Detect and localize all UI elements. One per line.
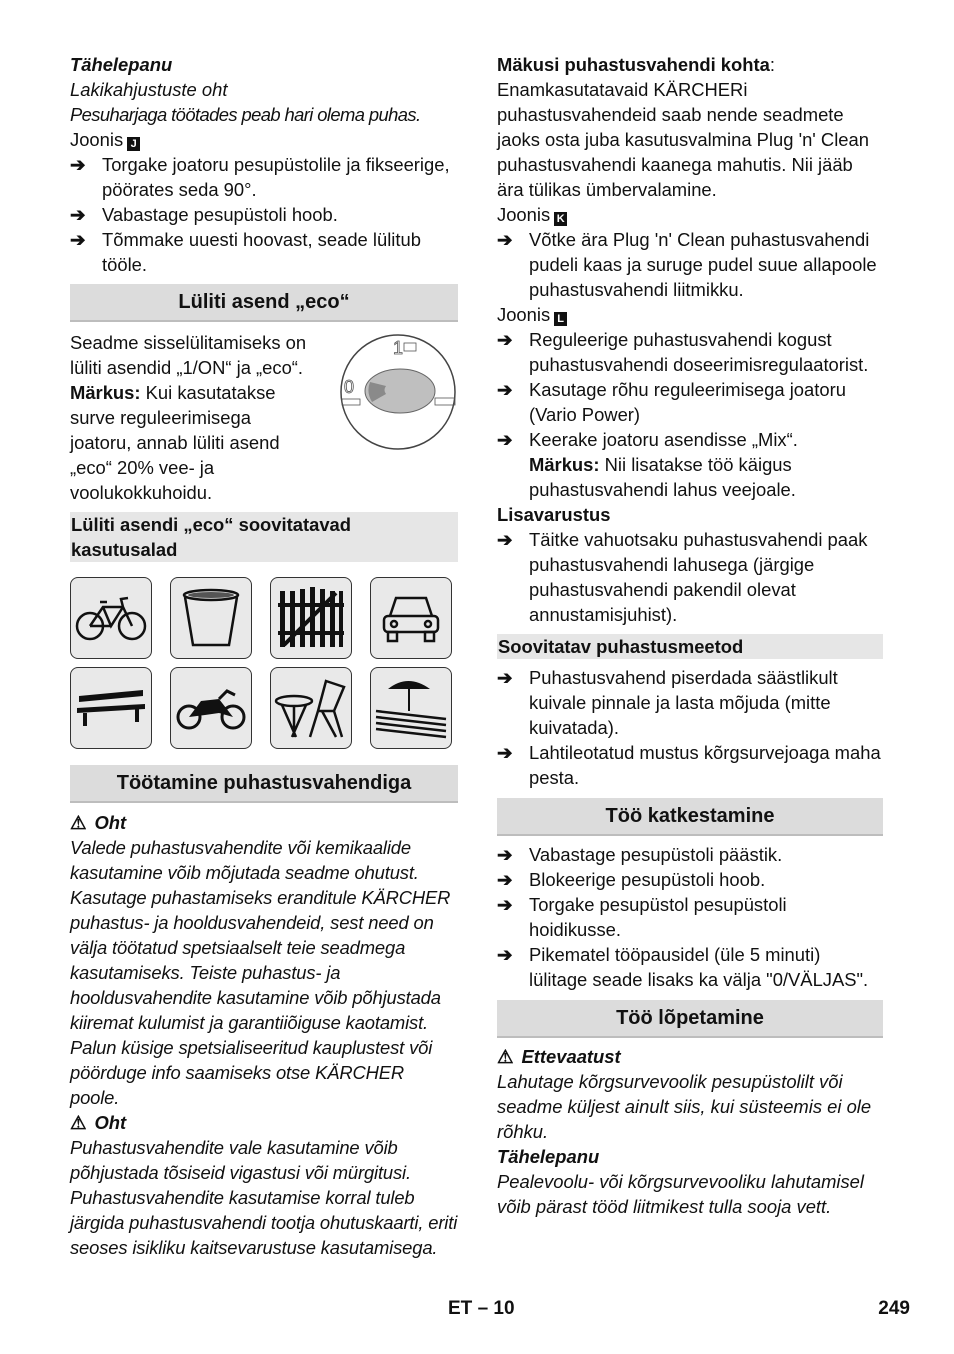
step: ➔ Vabastage pesupüstoli hoob.	[70, 204, 338, 225]
notice-subtitle: Lakikahjustuste oht	[70, 79, 228, 100]
switch-dial-icon	[338, 332, 458, 452]
step: ➔ Keerake joatoru asendisse „Mix“. Märkus: Nii lisatakse töö käigus puhastusvahendi lahus veejoale.	[497, 429, 798, 500]
step: ➔ Torgake joatoru pesupüstolile ja fikseerige, pöörates seda 90°.	[70, 154, 450, 200]
footer-page-number: 249	[878, 1298, 910, 1319]
motorcycle-icon	[170, 667, 252, 749]
steps-j	[70, 152, 458, 277]
car-icon	[370, 577, 452, 659]
arrow-right-icon: ➔	[497, 667, 513, 688]
danger-label: Oht	[94, 812, 127, 833]
arrow-right-icon: ➔	[497, 429, 513, 450]
notice-title: Tähelepanu	[70, 54, 173, 75]
step: ➔ Võtke ära Plug 'n' Clean puhastusvahendi pudeli kaas ja suruge pudel suue allapoole puhastusvahendi liitmikku.	[497, 229, 877, 300]
step: ➔ Vabastage pesupüstoli päästik.	[497, 844, 783, 865]
arrow-right-icon: ➔	[70, 229, 86, 250]
danger-block-1	[70, 810, 458, 1110]
eco-text: Seadme sisselülitamiseks on lüliti asendid „1/ON“ ja „eco“.	[70, 332, 307, 378]
terrace-icon	[370, 667, 452, 749]
warning-triangle-icon: ⚠	[497, 1046, 514, 1067]
figure-ref-l: Joonis L	[497, 302, 883, 327]
footer-section-label: ET – 10	[448, 1298, 515, 1319]
warning-triangle-icon: ⚠	[70, 1112, 87, 1133]
step: ➔ Reguleerige puhastusvahendi kogust puhastusvahendi doseerimisregulaatorist.	[497, 329, 869, 375]
danger-label: Oht	[94, 1112, 127, 1133]
arrow-right-icon: ➔	[70, 154, 86, 175]
arrow-right-icon: ➔	[497, 379, 513, 400]
caution-text: Lahutage kõrgsurvevoolik pesupüstolilt või seadme küljest ainult siis, kui süsteemis ei ole rõhku.	[497, 1071, 872, 1142]
danger-block-2	[70, 1110, 458, 1260]
fence-icon	[270, 577, 352, 659]
arrow-right-icon: ➔	[497, 869, 513, 890]
eco-section	[70, 330, 458, 505]
tip-paragraph: Mäkusi puhastusvahendi kohta: Enamkasutatavaid KÄRCHERi puhastusvahendeid saab nende seadmete jaoks osta juba kasutusvalmina Plug 'n' Clean puhastusvahendi kaanega mahutis. Nii jääb ära tülikas ümbervalamine.	[497, 54, 869, 200]
step: ➔ Kasutage rõhu reguleerimisega joatoru (Vario Power)	[497, 379, 846, 425]
section-heading-eco: Lüliti asend „eco“	[70, 284, 458, 322]
step: ➔ Pikematel tööpausidel (üle 5 minuti) lülitage seade lisaks ka välja "0/VÄLJAS".	[497, 944, 869, 990]
section-heading-interrupt: Töö katkestamine	[497, 798, 883, 836]
caution-label: Ettevaatust	[521, 1046, 621, 1067]
warning-triangle-icon: ⚠	[70, 812, 87, 833]
bench-icon	[70, 667, 152, 749]
svg-text:0: 0	[344, 377, 355, 397]
left-column	[70, 52, 458, 1260]
figure-letter-l: L	[554, 312, 567, 326]
figure-letter-k: K	[554, 212, 567, 226]
step: ➔ Täitke vahuotsaku puhastusvahendi paak puhastusvahendi lahusega (järgige puhastusvahendi pakendil olevat annustamisjuhist).	[497, 529, 868, 625]
danger-text: Valede puhastusvahendite või kemikaalide kasutamine võib mõjutada seadme ohutust. Kasutage puhastamiseks eranditule KÄRCHER puhastus- ja hooldusvahendeid, sest need on välja töötatud spetsiaalselt teie seadmega kasutamiseks. Teiste puhastus- ja hooldusvahendite kasutamine võib põhjustada kiiremat kulumist ja garantiiõiguse kaotamist. Palun küsige spetsialiseeritud kauplustest või pöörduge info saamiseks otse KÄRCHER poole.	[70, 837, 451, 1108]
step: ➔ Blokeerige pesupüstoli hoob.	[497, 869, 766, 890]
notice2-text: Pealevoolu- või kõrgsurvevooliku lahutamisel võib pärast tööd liitmikest tulla sooja vett.	[497, 1171, 864, 1217]
section-heading-method: Soovitatav puhastusmeetod	[497, 634, 883, 659]
step: ➔ Puhastusvahend piserdada säästlikult kuivale pinnale ja lasta mõjuda (mitte kuivatada).	[497, 667, 838, 738]
section-heading-finish: Töö lõpetamine	[497, 1000, 883, 1038]
arrow-right-icon: ➔	[497, 844, 513, 865]
arrow-right-icon: ➔	[497, 894, 513, 915]
figure-ref-k: Joonis K	[497, 202, 883, 227]
arrow-right-icon: ➔	[497, 229, 513, 250]
accessory-heading: Lisavarustus	[497, 504, 611, 525]
garden-furniture-icon	[270, 667, 352, 749]
arrow-right-icon: ➔	[70, 204, 86, 225]
eco-note: Märkus: Kui kasutatakse surve reguleerimisega joatoru, annab lüliti asend „eco“ 20% vee- ja voolukokkuhoidu.	[70, 382, 280, 503]
arrow-right-icon: ➔	[497, 529, 513, 550]
figure-letter-j: J	[127, 137, 140, 151]
eco-uses-icons	[70, 577, 458, 749]
danger-text: Puhastusvahendite vale kasutamine võib põhjustada tõsiseid vigastusi või mürgitusi. Puhastusvahendite kasutamise korral tuleb järgida puhastusvahendi tootja ohutuskaarti, eriti seoses isikliku kaitsevarustuse kasutamisega.	[70, 1137, 458, 1258]
arrow-right-icon: ➔	[497, 944, 513, 965]
notice2-title: Tähelepanu	[497, 1146, 600, 1167]
section-heading-eco-uses: Lüliti asendi „eco“ soovitatavad kasutusalad	[70, 512, 458, 562]
arrow-right-icon: ➔	[497, 742, 513, 763]
flower-pot-icon	[170, 577, 252, 659]
step: ➔ Torgake pesupüstol pesupüstoli hoidikusse.	[497, 894, 787, 940]
bicycle-icon	[70, 577, 152, 659]
right-column	[497, 52, 883, 1219]
section-heading-cleaning-agent: Töötamine puhastusvahendiga	[70, 765, 458, 803]
svg-text:1: 1	[393, 338, 404, 358]
step: ➔ Lahtileotatud mustus kõrgsurvejoaga maha pesta.	[497, 742, 881, 788]
arrow-right-icon: ➔	[497, 329, 513, 350]
figure-ref-j: Joonis J	[70, 127, 458, 152]
notice-text: Pesuharjaga töötades peab hari olema puhas.	[70, 104, 421, 125]
step: ➔ Tõmmake uuesti hoovast, seade lülitub tööle.	[70, 229, 421, 275]
